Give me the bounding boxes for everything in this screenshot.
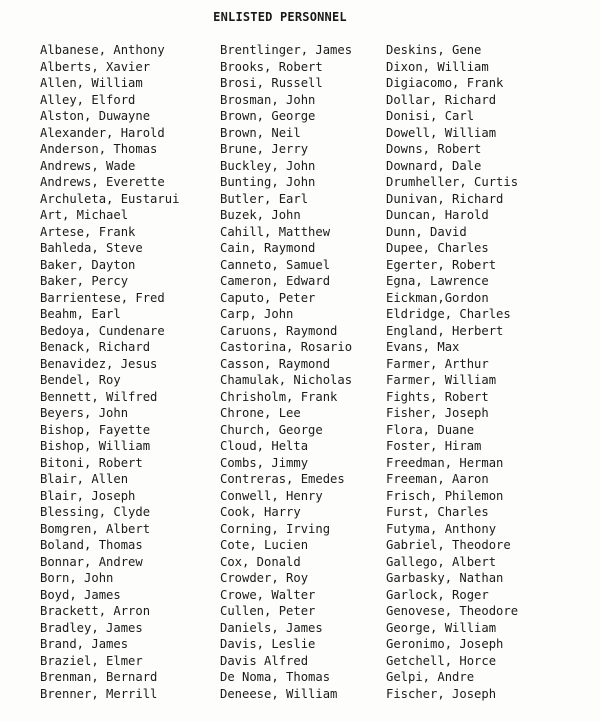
name-entry: Brentlinger, James xyxy=(220,43,353,57)
name-entry: Casson, Raymond xyxy=(220,356,331,371)
name-entry: Castorina, Rosario xyxy=(220,340,353,354)
name-entry: Fights, Robert xyxy=(386,389,489,404)
name-entry: Artese, Frank xyxy=(40,224,136,239)
name-entry: Davis, Leslie xyxy=(220,637,316,651)
name-entry: Brenman, Bernard xyxy=(40,670,158,684)
name-entry: Carp, John xyxy=(220,307,294,321)
name-entry: Bishop, William xyxy=(40,439,151,453)
name-entry: Brooks, Robert xyxy=(220,59,323,74)
name-entry: Futyma, Anthony xyxy=(386,521,497,536)
name-entry: Dunn, David xyxy=(386,224,467,239)
name-entry: Cote, Lucien xyxy=(220,538,309,552)
name-entry: Cahill, Matthew xyxy=(220,224,331,239)
name-entry: Genovese, Theodore xyxy=(386,604,519,618)
name-entry: Cullen, Peter xyxy=(220,604,316,618)
name-entry: Bedoya, Cundenare xyxy=(40,323,165,338)
name-entry: Andrews, Wade xyxy=(40,158,136,173)
name-entry: Fisher, Joseph xyxy=(386,406,489,420)
name-entry: Born, John xyxy=(40,571,114,585)
name-entry: Beahm, Earl xyxy=(40,307,121,321)
name-entry: Brand, James xyxy=(40,637,129,651)
name-entry: Caruons, Raymond xyxy=(220,323,338,338)
name-entry: Getchell, Horce xyxy=(386,653,497,668)
name-entry: Eickman,Gordon xyxy=(386,290,489,305)
name-entry: Archuleta, Eustarui xyxy=(40,191,180,206)
name-entry: Digiacomo, Frank xyxy=(386,76,504,90)
name-entry: Albanese, Anthony xyxy=(40,43,165,57)
name-entry: Bradley, James xyxy=(40,620,143,635)
name-entry: Geronimo, Joseph xyxy=(386,637,504,651)
name-entry: Evans, Max xyxy=(386,340,460,354)
name-entry: Brown, Neil xyxy=(220,125,301,140)
name-entry: Drumheller, Curtis xyxy=(386,175,519,189)
name-entry: Contreras, Emedes xyxy=(220,472,345,486)
name-entry: Gabriel, Theodore xyxy=(386,538,511,552)
name-entry: Downard, Dale xyxy=(386,158,482,173)
name-entry: Brown, George xyxy=(220,109,316,123)
name-entry: Daniels, James xyxy=(220,620,323,635)
name-entry: Gallego, Albert xyxy=(386,554,497,569)
name-entry: Conwell, Henry xyxy=(220,488,323,503)
name-entry: Egna, Lawrence xyxy=(386,274,489,288)
name-entry: Combs, Jimmy xyxy=(220,455,309,470)
name-entry: Baker, Dayton xyxy=(40,257,136,272)
name-entry: Garlock, Roger xyxy=(386,587,489,602)
name-entry: Bennett, Wilfred xyxy=(40,389,158,404)
name-entry: Bunting, John xyxy=(220,175,316,189)
name-entry: Church, George xyxy=(220,422,323,437)
name-entry: Dowell, William xyxy=(386,125,497,140)
name-entry: Dixon, William xyxy=(386,59,489,74)
name-entry: Fischer, Joseph xyxy=(386,686,497,701)
name-entry: Canneto, Samuel xyxy=(220,257,331,272)
name-entry: De Noma, Thomas xyxy=(220,670,331,684)
name-entry: Dupee, Charles xyxy=(386,241,489,255)
name-entry: Beyers, John xyxy=(40,406,129,420)
name-entry: Donisi, Carl xyxy=(386,109,475,123)
name-entry: Duncan, Harold xyxy=(386,208,489,222)
name-entry: Brosman, John xyxy=(220,92,316,107)
name-entry: Boland, Thomas xyxy=(40,538,143,552)
name-entry: Crowe, Walter xyxy=(220,587,316,602)
name-entry: Brackett, Arron xyxy=(40,604,151,618)
page-title: ENLISTED PERSONNEL xyxy=(213,10,347,24)
name-entry: Bonnar, Andrew xyxy=(40,554,143,569)
name-entry: Davis Alfred xyxy=(220,653,309,668)
name-entry: Baker, Percy xyxy=(40,274,129,288)
name-entry: Deskins, Gene xyxy=(386,43,482,57)
name-entry: Alberts, Xavier xyxy=(40,59,151,74)
name-entry: Alston, Duwayne xyxy=(40,109,151,123)
name-entry: Boyd, James xyxy=(40,587,121,602)
name-entry: Eldridge, Charles xyxy=(386,307,511,321)
name-entry: Foster, Hiram xyxy=(386,439,482,453)
name-entry: Allen, William xyxy=(40,76,143,90)
name-entry: Farmer, Arthur xyxy=(386,356,489,371)
name-entry: Bahleda, Steve xyxy=(40,241,143,255)
name-entry: Cain, Raymond xyxy=(220,241,316,255)
name-entry: Benack, Richard xyxy=(40,340,151,354)
name-entry: Barrientese, Fred xyxy=(40,290,165,305)
name-column-3 xyxy=(386,42,596,702)
name-entry: Cook, Harry xyxy=(220,505,301,519)
name-entry: Cox, Donald xyxy=(220,554,301,569)
name-entry: Dollar, Richard xyxy=(386,92,497,107)
name-entry: Art, Michael xyxy=(40,208,129,222)
name-column-1 xyxy=(40,42,218,702)
name-entry: Blessing, Clyde xyxy=(40,505,151,519)
name-entry: Deneese, William xyxy=(220,686,338,701)
name-entry: Freeman, Aaron xyxy=(386,472,489,486)
name-entry: Brune, Jerry xyxy=(220,142,309,156)
name-entry: Andrews, Everette xyxy=(40,175,165,189)
name-entry: Bitoni, Robert xyxy=(40,455,143,470)
name-entry: Farmer, William xyxy=(386,373,497,387)
name-entry: Downs, Robert xyxy=(386,142,482,156)
name-entry: Brosi, Russell xyxy=(220,76,323,90)
name-entry: Butler, Earl xyxy=(220,191,309,206)
name-entry: Benavidez, Jesus xyxy=(40,356,158,371)
name-entry: Flora, Duane xyxy=(386,422,475,437)
name-entry: Crowder, Roy xyxy=(220,571,309,585)
name-entry: Alexander, Harold xyxy=(40,125,165,140)
name-entry: Cloud, Helta xyxy=(220,439,309,453)
name-entry: Egerter, Robert xyxy=(386,257,497,272)
name-entry: Cameron, Edward xyxy=(220,274,331,288)
name-column-2 xyxy=(220,42,384,702)
name-entry: Corning, Irving xyxy=(220,521,331,536)
name-entry: Alley, Elford xyxy=(40,92,136,107)
name-entry: Blair, Joseph xyxy=(40,488,136,503)
name-entry: Bishop, Fayette xyxy=(40,422,151,437)
name-entry: England, Herbert xyxy=(386,323,504,338)
name-entry: Anderson, Thomas xyxy=(40,142,158,156)
name-entry: Chamulak, Nicholas xyxy=(220,373,353,387)
name-entry: Braziel, Elmer xyxy=(40,653,143,668)
name-entry: Furst, Charles xyxy=(386,505,489,519)
name-entry: Bendel, Roy xyxy=(40,373,121,387)
name-entry: Buzek, John xyxy=(220,208,301,222)
name-entry: Buckley, John xyxy=(220,158,316,173)
name-entry: Gelpi, Andre xyxy=(386,670,475,684)
name-entry: Garbasky, Nathan xyxy=(386,571,504,585)
name-entry: Caputo, Peter xyxy=(220,290,316,305)
name-entry: Frisch, Philemon xyxy=(386,488,504,503)
name-entry: Dunivan, Richard xyxy=(386,191,504,206)
name-entry: Blair, Allen xyxy=(40,472,129,486)
name-entry: Freedman, Herman xyxy=(386,455,504,470)
name-entry: Brenner, Merrill xyxy=(40,686,158,701)
name-entry: Chrisholm, Frank xyxy=(220,389,338,404)
name-entry: George, William xyxy=(386,620,497,635)
name-entry: Chrone, Lee xyxy=(220,406,301,420)
name-entry: Bomgren, Albert xyxy=(40,521,151,536)
